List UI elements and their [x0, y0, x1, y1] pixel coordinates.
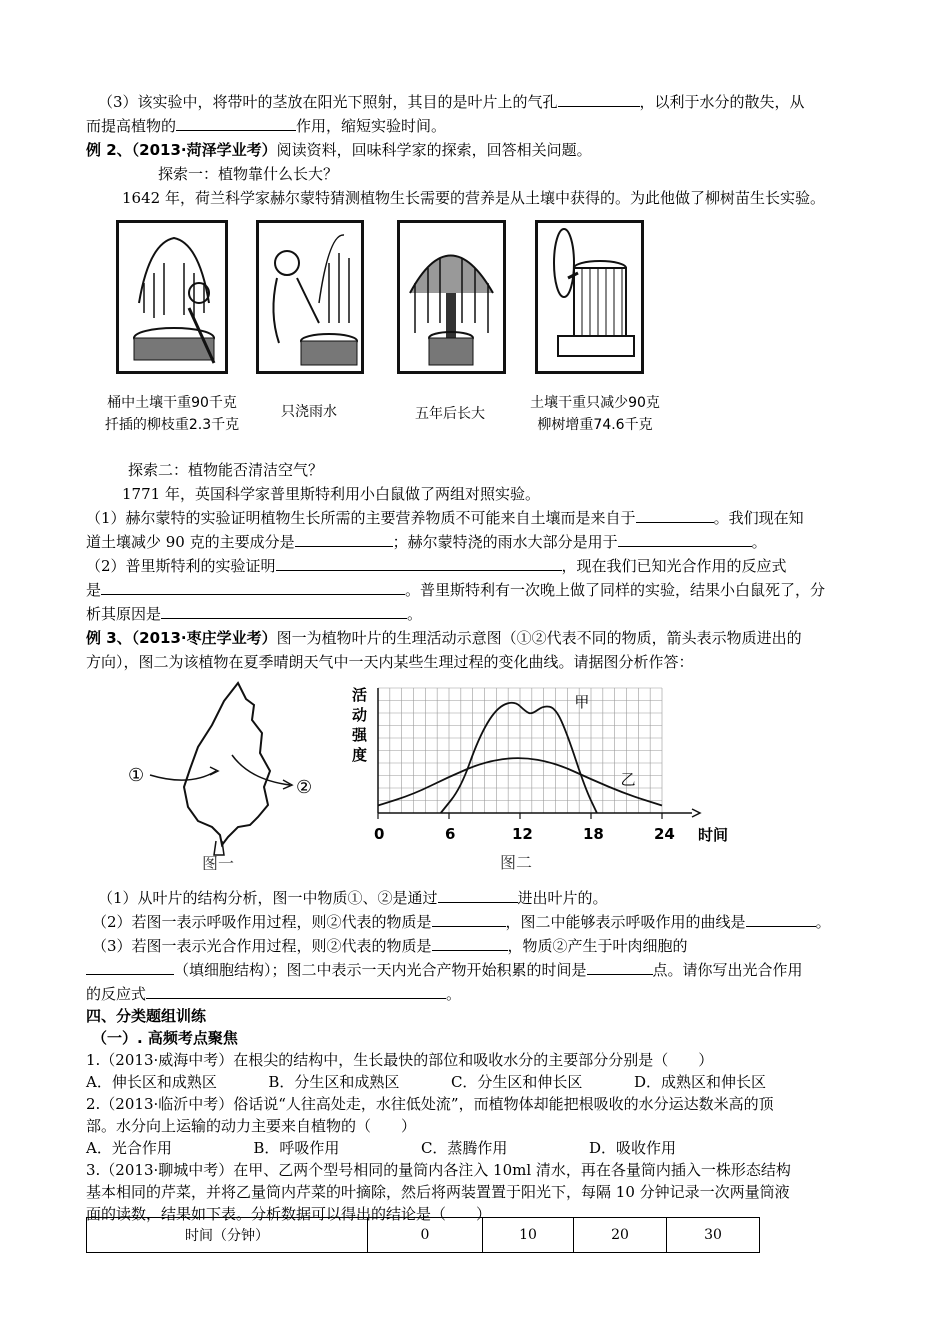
blank[interactable]	[161, 604, 407, 619]
x-tick-label: 6	[445, 825, 456, 843]
blank[interactable]	[101, 580, 405, 595]
mc2-question-line2: 部。水分向上运输的动力主要来自植物的（ ）	[86, 1117, 417, 1135]
willow-figure-1	[116, 220, 228, 374]
x-tick-label: 18	[583, 825, 604, 843]
section4-heading: 四、分类题组训练	[86, 1007, 207, 1025]
mc3-question-line2: 基本相同的芹菜，并将乙量筒内芹菜的叶摘除，然后将两装置置于阳光下，每隔 10 分钟记录一次两量筒液	[86, 1183, 790, 1201]
example2-paragraph2: 1771 年，英国科学家普里斯特利用小白鼠做了两组对照实验。	[122, 485, 540, 503]
blank[interactable]	[438, 888, 518, 903]
blank[interactable]	[276, 556, 562, 571]
example3-heading: 例 3、（2013·枣庄学业考）图一为植物叶片的生理活动示意图（①②代表不同的物质，箭头表示物质进出的	[86, 629, 802, 647]
question3-line2: （填细胞结构）；图二中表示一天内光合产物开始积累的时间是 点。请你写出光合作用	[86, 960, 803, 980]
x-tick-label: 0	[374, 825, 385, 843]
blank[interactable]	[587, 960, 653, 975]
x-tick-label: 12	[512, 825, 533, 843]
question3-line3: 的反应式 。	[86, 985, 462, 1003]
q3-line1: （3）该实验中，将带叶的茎放在阳光下照射，其目的是叶片上的气孔 ，以利于水分的散失，从	[98, 93, 805, 111]
x-axis-label: 时间	[698, 826, 729, 844]
blank[interactable]	[432, 912, 506, 927]
series-label-jia: 甲	[574, 692, 590, 711]
table-cell: 10	[483, 1218, 574, 1253]
series-label-yi: 乙	[620, 770, 636, 789]
mc1-options	[86, 1072, 766, 1092]
question2: （2）若图一表示呼吸作用过程，则②代表的物质是 ，图二中能够表示呼吸作用的曲线是 。	[92, 913, 831, 931]
leaf-label-out: ②	[296, 777, 313, 798]
example2-heading: 例 2、（2013·菏泽学业考）阅读资料，回味科学家的探索，回答相关问题。	[86, 141, 592, 159]
y-axis-label-1: 活	[352, 686, 368, 704]
option-b[interactable]: B．呼吸作用	[253, 1139, 340, 1157]
blank[interactable]	[432, 936, 508, 951]
willow-figure-2	[256, 220, 364, 374]
x-tick-label: 24	[654, 825, 675, 843]
activity-chart	[344, 678, 744, 874]
table-cell: 30	[667, 1218, 760, 1253]
mc3-question: 3.（2013·聊城中考）在甲、乙两个型号相同的量筒内各注入 10ml 清水，再在各量筒内插入一株形态结构	[86, 1161, 791, 1179]
mc1-question: 1.（2013·威海中考）在根尖的结构中，生长最快的部位和吸收水分的主要部分分别是（ ）	[86, 1051, 714, 1069]
option-b[interactable]: B．分生区和成熟区	[268, 1073, 400, 1091]
mc2-question: 2.（2013·临沂中考）俗话说“人往高处走，水往低处流”，而植物体却能把根吸收的水分运达数米高的顶	[86, 1095, 774, 1113]
example2-paragraph: 1642 年，荷兰科学家赫尔蒙特猜测植物生长需要的营养是从土壤中获得的。为此他做了柳树苗生长实验。	[122, 189, 825, 207]
table-cell: 0	[368, 1218, 483, 1253]
blank[interactable]	[86, 960, 174, 975]
leaf-label-in: ①	[128, 765, 145, 786]
option-d[interactable]: D．吸收作用	[588, 1139, 676, 1157]
option-d[interactable]: D．成熟区和伸长区	[633, 1073, 766, 1091]
option-c[interactable]: C．分生区和伸长区	[450, 1073, 583, 1091]
figure2-caption: 图二	[500, 853, 533, 872]
blank[interactable]	[746, 912, 816, 927]
blank[interactable]	[146, 984, 446, 999]
section4-sub: （一）. 高频考点聚焦	[92, 1029, 238, 1047]
question1: （1）从叶片的结构分析，图一中物质①、②是通过 进出叶片的。	[98, 889, 608, 907]
blank[interactable]	[636, 508, 714, 523]
willow-figure-3	[397, 220, 506, 374]
option-c[interactable]: C．蒸腾作用	[420, 1139, 508, 1157]
chart-ticks	[374, 813, 675, 843]
table-row	[87, 1218, 760, 1253]
part1-line2: 道土壤减少 90 克的主要成分是 ；赫尔蒙特浇的雨水大部分是用于 。	[86, 533, 767, 551]
explore1: 探索一：植物靠什么长大？	[158, 165, 339, 183]
data-table	[86, 1217, 760, 1253]
option-a[interactable]: A．伸长区和成熟区	[86, 1073, 217, 1091]
table-cell: 20	[574, 1218, 667, 1253]
willow-figure-4	[535, 220, 644, 374]
question3: （3）若图一表示光合作用过程，则②代表的物质是 ，物质②产生于叶肉细胞的	[92, 937, 688, 955]
figure-caption-1: 桶中土壤干重90千克 扦插的柳枝重2.3千克	[104, 395, 240, 433]
part1-line1: （1）赫尔蒙特的实验证明植物生长所需的主要营养物质不可能来自土壤而是来自于 。我们现在知	[86, 509, 804, 527]
figure-caption-4: 土壤干重只减少90克 柳树增重74.6千克	[530, 395, 660, 433]
y-axis-label-3: 强	[352, 726, 368, 744]
figure1-caption: 图一	[202, 854, 235, 870]
leaf-diagram	[120, 675, 340, 870]
chart-grid	[378, 688, 700, 817]
y-axis-label-4: 度	[352, 746, 368, 764]
part2-line1: （2）普里斯特利的实验证明 ，现在我们已知光合作用的反应式	[86, 557, 787, 575]
part2-line3: 析其原因是 。	[86, 605, 423, 623]
explore2: 探索二：植物能否清洁空气？	[128, 461, 324, 479]
q3-line2: 而提高植物的 作用，缩短实验时间。	[86, 117, 447, 135]
y-axis-label-2: 动	[352, 706, 368, 724]
blank[interactable]	[295, 532, 393, 547]
example3-text2: 方向），图二为该植物在夏季晴朗天气中一天内某些生理过程的变化曲线。请据图分析作答：	[86, 653, 694, 671]
part2-line2: 是 。普里斯特利有一次晚上做了同样的实验，结果小白鼠死了，分	[86, 581, 826, 599]
table-header-cell: 时间（分钟）	[87, 1218, 368, 1253]
blank[interactable]	[618, 532, 752, 547]
blank[interactable]	[176, 116, 296, 131]
figure-caption-3: 五年后长大	[415, 406, 485, 422]
option-a[interactable]: A．光合作用	[86, 1139, 172, 1157]
figure-caption-2: 只浇雨水	[281, 404, 337, 420]
mc2-options	[86, 1138, 676, 1158]
mc3-question-line3: 面的读数，结果如下表。分析数据可以得出的结论是（ ）	[86, 1205, 492, 1223]
x-axis-arrow	[692, 809, 700, 817]
blank[interactable]	[558, 92, 640, 107]
